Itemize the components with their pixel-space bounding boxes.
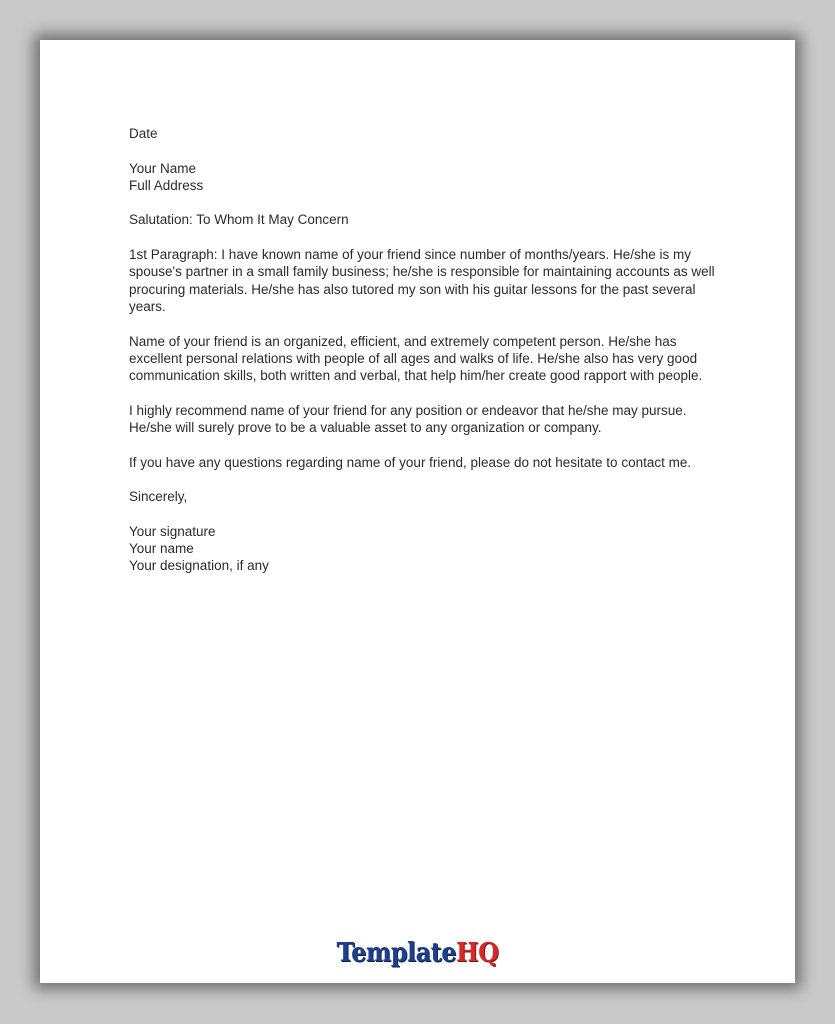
logo-hq-text: HQ — [455, 938, 499, 968]
templatehq-logo — [70, 938, 765, 968]
signature-line: Your signature — [129, 523, 216, 539]
sender-block — [129, 160, 729, 195]
letter-page — [40, 40, 795, 983]
date-line: Date — [129, 126, 158, 141]
paragraph-3: I highly recommend name of your friend for any position or endeavor that he/she may pursue. He/she will surely prove to be a valuable asset to any organization or company. — [129, 402, 687, 436]
paragraph-1: 1st Paragraph: I have known name of your friend since number of months/years. He/she is my spouse's partner in a small family business; he/she is responsible for maintaining accounts as well procuring materials. He/she has also tutored my son with his guitar lessons for the past several years. — [129, 247, 715, 314]
paragraph-4: If you have any questions regarding name of your friend, please do not hesitate to contact me. — [129, 454, 692, 470]
sender-address: Full Address — [129, 177, 204, 193]
paragraph-2: Name of your friend is an organized, efficient, and extremely competent person. He/she has excellent personal relations with people of all ages and walks of life. He/she also has very good communication skills, both written and verbal, that help him/her create good rapport with people. — [129, 333, 703, 384]
closing: Sincerely, — [129, 489, 188, 505]
signature-block — [129, 523, 729, 575]
letter-body — [129, 125, 729, 592]
sender-name: Your Name — [129, 160, 197, 176]
signer-name: Your name — [129, 541, 194, 557]
logo-template-text: Template — [336, 938, 456, 968]
designation-line: Your designation, if any — [129, 558, 269, 574]
salutation: Salutation: To Whom It May Concern — [129, 212, 349, 228]
